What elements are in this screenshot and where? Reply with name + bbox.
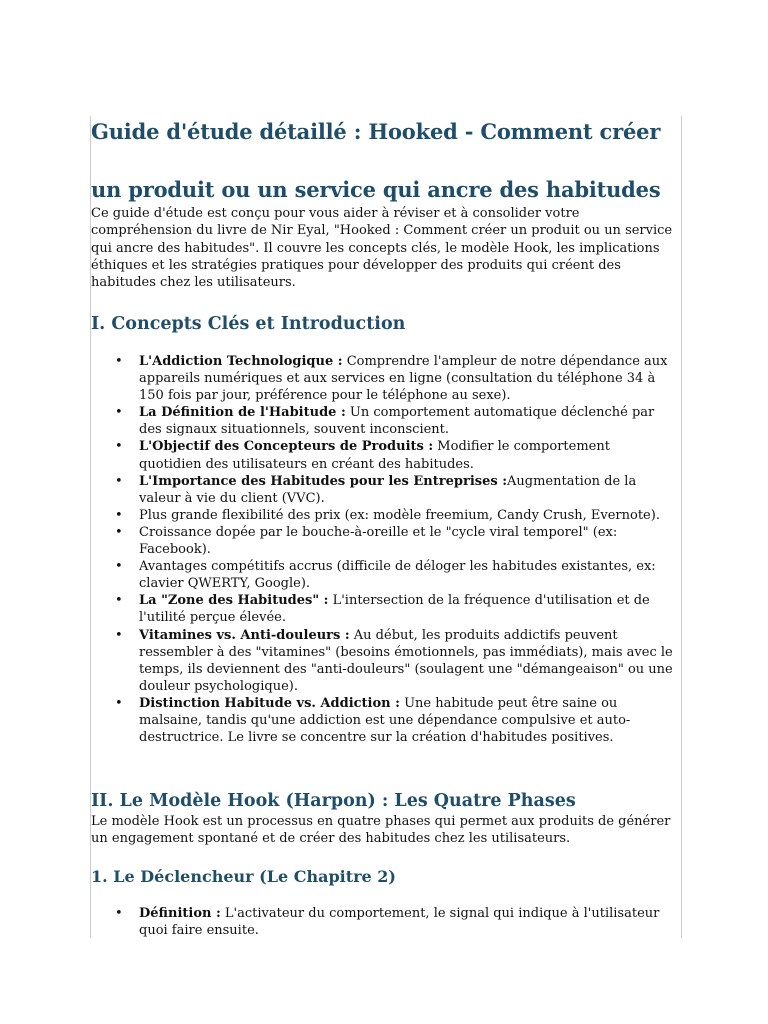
list-item-text: Au début, les produits addictifs peuvent ressembler à des "vitamines" (besoins émotionnels, pas immédiats), mais avec le temps, ils deviennent des "anti-douleurs" (soulagent une "démangeaison" ou une douleur psychologique). [139, 627, 673, 694]
list-item [91, 438, 681, 472]
list-item [91, 627, 681, 695]
list-item-text: Une habitude peut être saine ou malsaine, tandis qu'une addiction est une dépendance compulsive et auto-destructrice. Le livre se concentre sur la création d'habitudes positives. [139, 695, 631, 746]
section-2-heading: II. Le Modèle Hook (Harpon) : Les Quatre Phases [91, 791, 576, 811]
list-item-text: Plus grande flexibilité des prix (ex: modèle freemium, Candy Crush, Evernote). [139, 507, 660, 523]
list-item [91, 524, 681, 558]
list-item-term: Définition : [139, 906, 221, 921]
list-item [91, 695, 681, 746]
list-item-text: L'activateur du comportement, le signal qui indique à l'utilisateur quoi faire ensuite. [139, 906, 660, 938]
list-item [91, 507, 681, 524]
list-item-term: L'Objectif des Concepteurs de Produits : [139, 439, 434, 455]
list-item-text: Comprendre l'ampleur de notre dépendance aux appareils numériques et aux services en ligne (consultation du téléphone 34 à 150 fois par jour, préférence pour le téléphone au sexe). [139, 354, 668, 404]
title-line-2: un produit ou un service qui ancre des habitudes [91, 177, 661, 202]
list-item-term: Vitamines vs. Anti-douleurs : [139, 627, 350, 643]
list-item-text: Modifier le comportement quotidien des utilisateurs en créant des habitudes. [139, 439, 610, 472]
list-item [91, 353, 681, 404]
list-item-term: L'Addiction Technologique : [139, 354, 343, 369]
intro-paragraph: Ce guide d'étude est conçu pour vous aider à réviser et à consolider votre compréhension du livre de Nir Eyal, "Hooked : Comment créer un produit ou un service qui ancre des habitudes". Il couvre les concepts clés, le modèle Hook, les implications éthiques et les stratégies pratiques pour développer des produits qui créent des habitudes chez les utilisateurs. [91, 206, 673, 291]
list-item-term: Distinction Habitude vs. Addiction : [139, 695, 400, 711]
list-item [91, 905, 681, 938]
list-item-term: La Définition de l'Habitude : [139, 405, 346, 421]
list-item [91, 404, 681, 438]
list-item-text: Croissance dopée par le bouche-à-oreille et le "cycle viral temporel" (ex: Facebook). [139, 524, 618, 558]
document-page [90, 116, 682, 938]
list-item [91, 473, 681, 507]
list-item-text: Augmentation de la valeur à vie du client (VVC). [139, 473, 637, 506]
list-item [91, 558, 681, 592]
list-item-text: Un comportement automatique déclenché par des signaux situationnels, souvent inconscient. [139, 405, 655, 438]
section-2-intro: Le modèle Hook est un processus en quatre phases qui permet aux produits de générer un engagement spontané et de créer des habitudes chez les utilisateurs. [91, 814, 671, 847]
title-line-1: Guide d'étude détaillé : Hooked - Comment créer [91, 119, 661, 144]
section-1-heading: I. Concepts Clés et Introduction [91, 314, 406, 334]
list-item-text: L'intersection de la fréquence d'utilisation et de l'utilité perçue élevée. [139, 593, 650, 626]
section-2-1-list [91, 905, 681, 938]
list-item [91, 592, 681, 626]
section-2-1-heading: 1. Le Déclencheur (Le Chapitre 2) [91, 867, 396, 886]
list-item-term: La "Zone des Habitudes" : [139, 593, 329, 609]
section-1-list [91, 353, 681, 746]
list-item-term: L'Importance des Habitudes pour les Entreprises : [139, 473, 507, 489]
list-item-text: Avantages compétitifs accrus (difficile de déloger les habitudes existantes, ex: clavier QWERTY, Google). [139, 559, 656, 592]
